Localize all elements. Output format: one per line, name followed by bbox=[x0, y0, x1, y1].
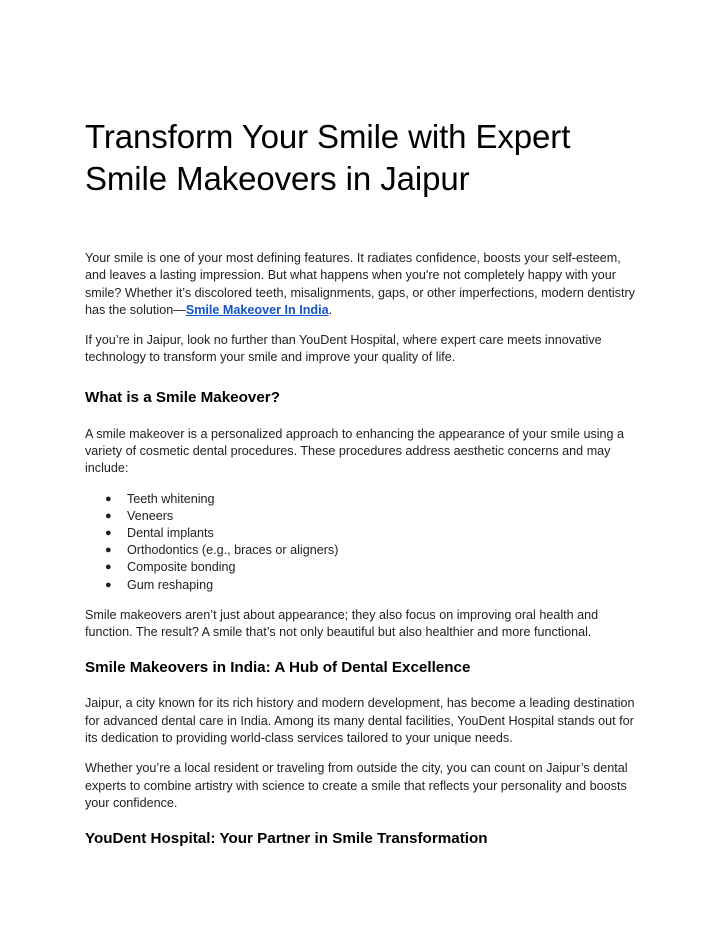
local-resident-paragraph: Whether you’re a local resident or traveling from outside the city, you can count on Jaipur’s dental experts to combine artistry with science to create a smile that reflects your personality and boosts your confidence. bbox=[85, 761, 628, 810]
bullet-icon: ● bbox=[105, 561, 112, 574]
list-item-text: Dental implants bbox=[127, 526, 214, 541]
list-item-text: Composite bonding bbox=[127, 560, 236, 575]
intro-text: Your smile is one of your most defining features. It radiates confidence, boosts your self-esteem, and leaves a lasting impression. But what happens when you're not completely happy with your smile? Whether it’s discolored teeth, misalignments, gaps, or other imperfections, modern dentistry has the solution— bbox=[85, 251, 635, 317]
section-heading-youdent: YouDent Hospital: Your Partner in Smile Transformation bbox=[85, 830, 488, 848]
bullet-icon: ● bbox=[105, 544, 112, 557]
intro-paragraph bbox=[85, 250, 645, 319]
bullet-icon: ● bbox=[105, 527, 112, 540]
bullet-icon: ● bbox=[105, 509, 112, 522]
smile-makeover-india-link[interactable]: Smile Makeover In India bbox=[185, 302, 329, 317]
document-content bbox=[85, 116, 645, 849]
list-item bbox=[85, 577, 645, 594]
section-heading-india: Smile Makeovers in India: A Hub of Dental Excellence bbox=[85, 659, 471, 677]
intro-end: . bbox=[328, 302, 333, 317]
list-item bbox=[85, 491, 645, 508]
what-is-paragraph: A smile makeover is a personalized approach to enhancing the appearance of your smile using a variety of cosmetic dental procedures. These procedures address aesthetic concerns and may include: bbox=[85, 426, 625, 476]
section-heading-what-is: What is a Smile Makeover? bbox=[85, 388, 280, 406]
list-item-text: Gum reshaping bbox=[127, 577, 214, 592]
jaipur-history-paragraph: Jaipur, a city known for its rich history and modern development, has become a leading destination for advanced dental care in India. Among its many dental facilities, YouDent Hospital stands out for its dedication to providing world-class services tailored to your unique needs. bbox=[85, 696, 635, 746]
list-item bbox=[85, 508, 645, 525]
list-item-text: Teeth whitening bbox=[127, 491, 215, 506]
page-title: Transform Your Smile with Expert Smile Makeovers in Jaipur bbox=[85, 118, 571, 197]
list-item bbox=[85, 542, 645, 559]
list-item-text: Orthodontics (e.g., braces or aligners) bbox=[127, 543, 339, 558]
jaipur-paragraph: If you’re in Jaipur, look no further than YouDent Hospital, where expert care meets innovative technology to transform your smile and improve your quality of life. bbox=[85, 333, 602, 365]
list-item bbox=[85, 559, 645, 576]
list-item bbox=[85, 525, 645, 542]
list-item-text: Veneers bbox=[127, 508, 174, 523]
bullet-icon: ● bbox=[105, 492, 112, 505]
bullet-icon: ● bbox=[105, 578, 112, 591]
procedure-list bbox=[85, 491, 645, 594]
after-list-paragraph: Smile makeovers aren’t just about appearance; they also focus on improving oral health and function. The result? A smile that’s not only beautiful but also healthier and more functional. bbox=[85, 607, 599, 640]
